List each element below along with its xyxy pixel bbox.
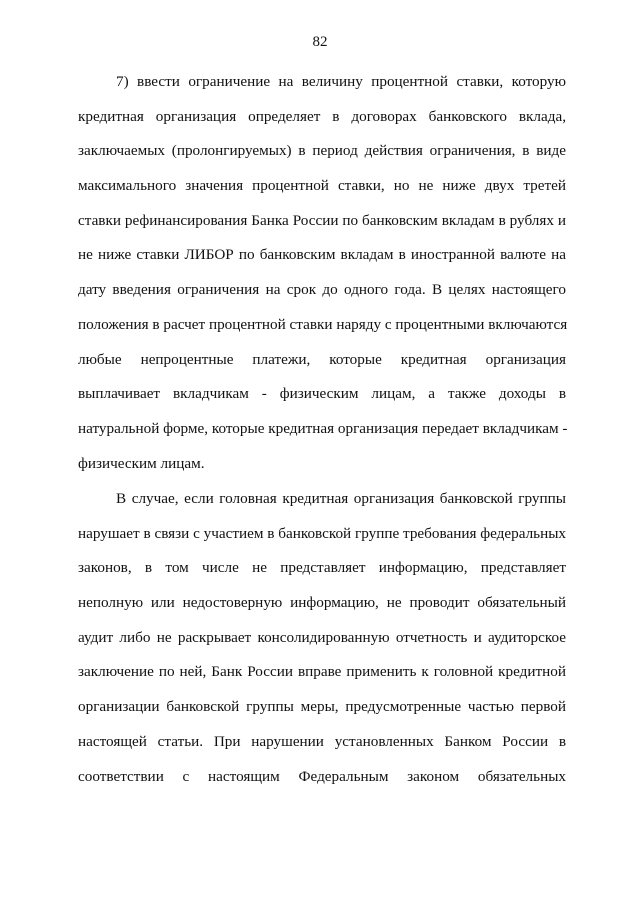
text-line: дату введения ограничения на срок до одного года. В целях настоящего <box>78 281 566 299</box>
text-line: аудит либо не раскрывает консолидированную отчетность и аудиторское <box>78 628 566 646</box>
text-line: любые непроцентные платежи, которые кредитная организация <box>78 350 566 368</box>
text-line: настоящей статьи. При нарушении установленных Банком России в <box>78 732 566 750</box>
text-line: заключение по ней, Банк России вправе применить к головной кредитной <box>78 663 566 681</box>
text-line: соответствии с настоящим Федеральным законом обязательных <box>78 767 566 785</box>
page-number: 82 <box>312 34 328 50</box>
text-line: В случае, если головная кредитная организация банковской группы <box>116 490 566 507</box>
text-line: 7) ввести ограничение на величину процентной ставки, которую <box>116 73 566 90</box>
text-line: организации банковской группы меры, предусмотренные частью первой <box>78 698 566 716</box>
text-line: законов, в том числе не представляет информацию, представляет <box>78 559 566 577</box>
text-line: выплачивает вкладчикам - физическим лицам, а также доходы в <box>78 385 566 403</box>
paragraph-banking-group <box>78 490 566 802</box>
text-line: ставки рефинансирования Банка России по банковским вкладам в рублях и <box>78 211 566 229</box>
text-line: заключаемых (пролонгируемых) в период действия ограничения, в виде <box>78 142 566 160</box>
text-line: неполную или недостоверную информацию, не проводит обязательный <box>78 594 566 612</box>
text-line: кредитная организация определяет в договорах банковского вклада, <box>78 107 566 125</box>
text-line: положения в расчет процентной ставки наряду с процентными включаются <box>78 315 568 333</box>
text-line: максимального значения процентной ставки, но не ниже двух третей <box>78 177 566 195</box>
paragraph-item-7 <box>78 73 566 489</box>
text-line: не ниже ставки ЛИБОР по банковским вкладам в иностранной валюте на <box>78 246 566 264</box>
text-line: физическим лицам. <box>78 454 205 472</box>
text-line: нарушает в связи с участием в банковской группе требования федеральных <box>78 524 566 542</box>
text-line: натуральной форме, которые кредитная организация передает вкладчикам - <box>78 419 568 437</box>
